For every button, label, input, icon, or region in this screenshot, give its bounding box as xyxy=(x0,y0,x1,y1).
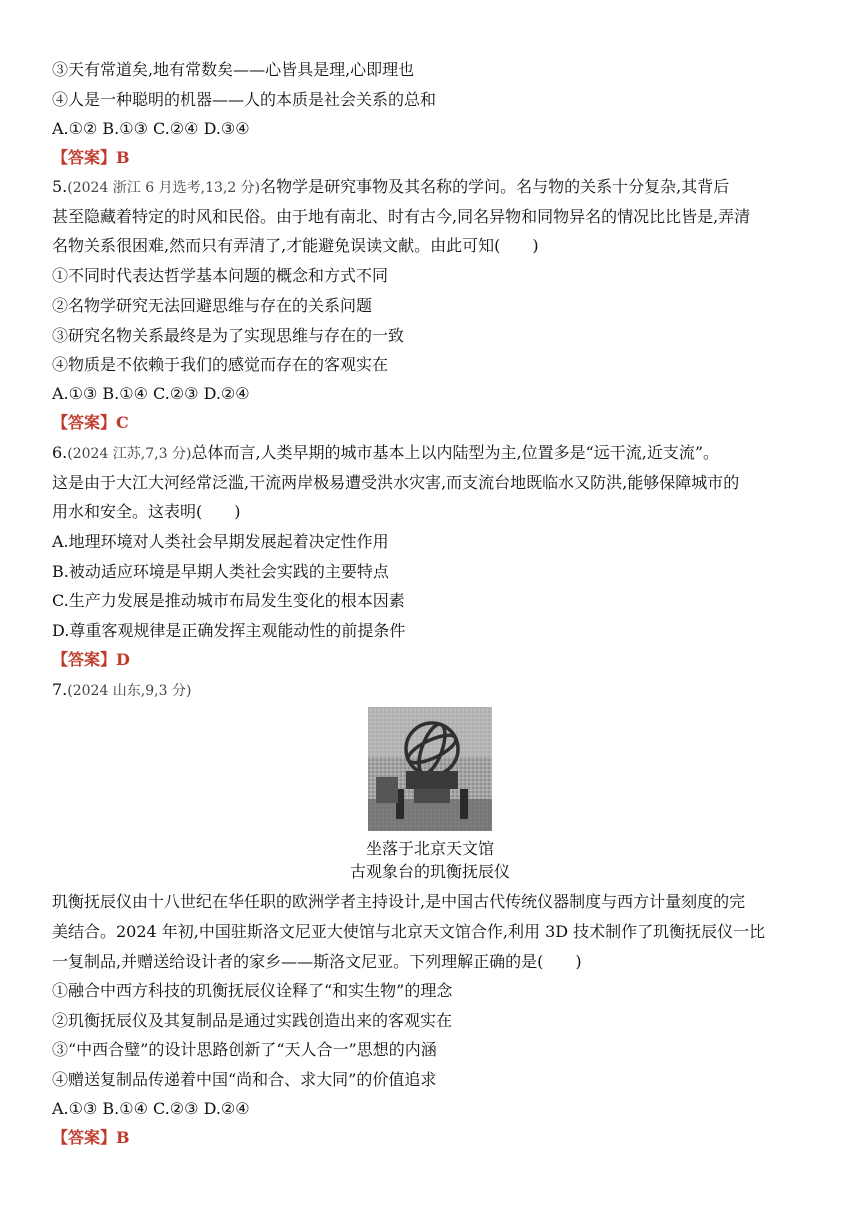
q7-option-4: ④赠送复制品传递着中国“尚和合、求大同”的价值追求 xyxy=(52,1070,437,1089)
q7-stem-line-1: 玑衡抚辰仪由十八世纪在华任职的欧洲学者主持设计,是中国古代传统仪器制度与西方计量刻度的完 xyxy=(52,892,746,911)
q5-option-1: ①不同时代表达哲学基本问题的概念和方式不同 xyxy=(52,266,389,285)
q7-number: 7. xyxy=(52,680,68,699)
q4-option-3: ③天有常道矣,地有常数矣——心皆具是理,心即理也 xyxy=(52,60,415,79)
q6-option-a: A.地理环境对人类社会早期发展起着决定性作用 xyxy=(52,532,389,551)
q7-option-1: ①融合中西方科技的玑衡抚辰仪诠释了“和实生物”的理念 xyxy=(52,981,453,1000)
q4-answer: 【答案】B xyxy=(52,148,130,167)
q6-stem-line-1 xyxy=(52,443,810,464)
q7-stem-line-2: 美结合。2024 年初,中国驻斯洛文尼亚大使馆与北京天文馆合作,利用 3D 技术制作了玑衡抚辰仪一比 xyxy=(52,922,766,941)
q5-stem-line-1 xyxy=(52,177,810,198)
figure-caption-line-1: 坐落于北京天文馆 xyxy=(365,839,494,858)
q6-answer: 【答案】D xyxy=(52,650,130,669)
q5-option-4: ④物质是不依赖于我们的感觉而存在的客观实在 xyxy=(52,355,389,374)
q7-answer: 【答案】B xyxy=(52,1128,130,1147)
q6-source: (2024 江苏,7,3 分) xyxy=(67,446,192,462)
q5-number: 5. xyxy=(52,177,68,196)
q5-answer: 【答案】C xyxy=(52,413,129,432)
q7-choices: A.①③ B.①④ C.②③ D.②④ xyxy=(52,1099,250,1118)
q7-option-3: ③“中西合璧”的设计思路创新了“天人合一”思想的内涵 xyxy=(52,1040,437,1059)
q5-stem-line-3: 名物关系很困难,然而只有弄清了,才能避免误读文献。由此可知( ) xyxy=(52,236,539,255)
q6-number: 6. xyxy=(52,443,68,462)
q4-choices: A.①② B.①③ C.②④ D.③④ xyxy=(52,119,250,138)
q5-stem-text: 名物学是研究事物及其名称的学问。名与物的关系十分复杂,其背后 xyxy=(260,177,730,196)
q6-option-c: C.生产力发展是推动城市布局发生变化的根本因素 xyxy=(52,591,405,610)
q5-option-3: ③研究名物关系最终是为了实现思维与存在的一致 xyxy=(52,326,405,345)
armillary-sphere-illustration xyxy=(368,707,492,831)
q6-stem-line-2: 这是由于大江大河经常泛滥,干流两岸极易遭受洪水灾害,而支流台地既临水又防洪,能够保障城市的 xyxy=(52,473,740,492)
figure-caption-line-2: 古观象台的玑衡抚辰仪 xyxy=(349,862,510,881)
q5-source: (2024 浙江 6 月选考,13,2 分) xyxy=(67,180,261,196)
q5-option-2: ②名物学研究无法回避思维与存在的关系问题 xyxy=(52,296,373,315)
q5-stem-line-2: 甚至隐藏着特定的时风和民俗。由于地有南北、时有古今,同名异物和同物异名的情况比比皆是,弄清 xyxy=(52,207,751,226)
q7-stem-line-3: 一复制品,并赠送给设计者的家乡——斯洛文尼亚。下列理解正确的是( ) xyxy=(52,952,582,971)
q5-choices: A.①③ B.①④ C.②③ D.②④ xyxy=(52,384,250,403)
q6-option-d: D.尊重客观规律是正确发挥主观能动性的前提条件 xyxy=(52,621,406,640)
q6-option-b: B.被动适应环境是早期人类社会实践的主要特点 xyxy=(52,562,389,581)
q4-option-4: ④人是一种聪明的机器——人的本质是社会关系的总和 xyxy=(52,90,437,109)
q7-source: (2024 山东,9,3 分) xyxy=(67,683,192,699)
armillary-sphere-photo xyxy=(368,707,492,831)
q7-option-2: ②玑衡抚辰仪及其复制品是通过实践创造出来的客观实在 xyxy=(52,1011,453,1030)
q7-header xyxy=(52,680,810,701)
q6-stem-text: 总体而言,人类早期的城市基本上以内陆型为主,位置多是“远干流,近支流”。 xyxy=(191,443,720,462)
q6-stem-line-3: 用水和安全。这表明( ) xyxy=(52,502,241,521)
